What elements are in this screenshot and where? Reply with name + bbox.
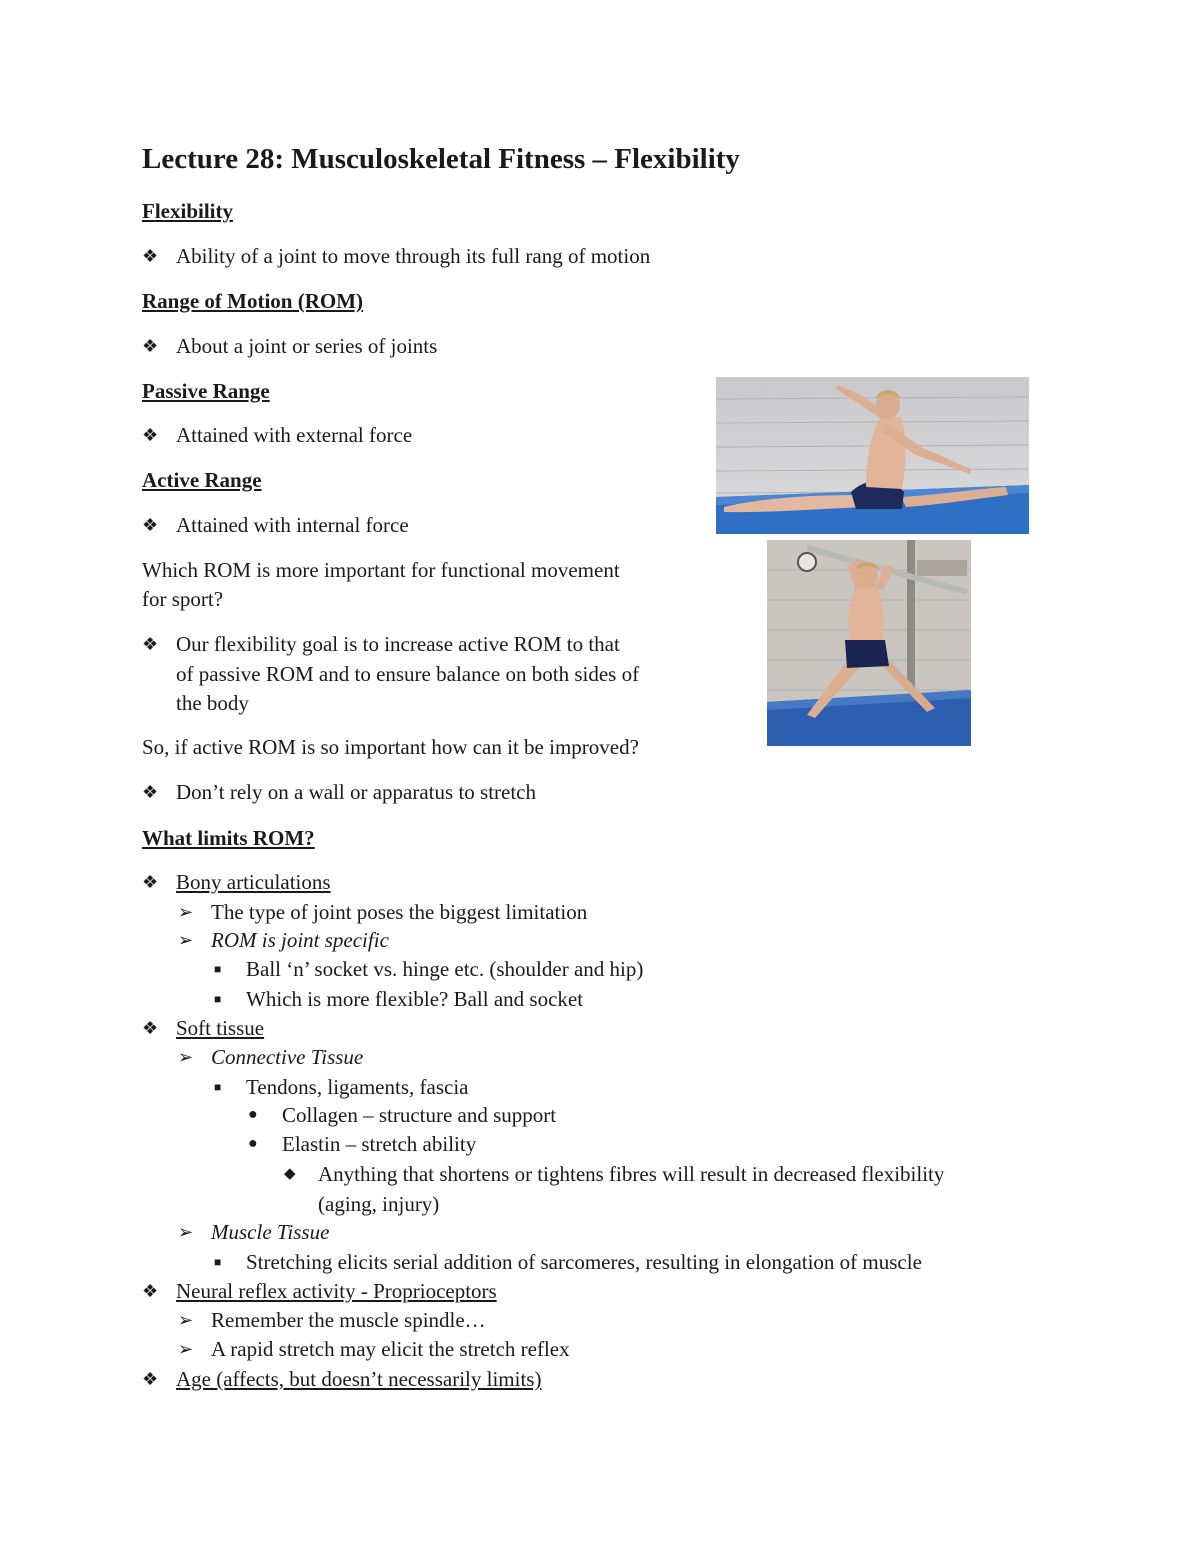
rom-definition: About a joint or series of joints [176,334,438,358]
arrowhead-icon: ➢ [178,1047,194,1067]
list-item: Ball ‘n’ socket vs. hinge etc. (shoulder and hip) [246,957,644,981]
list-item: Muscle Tissue [211,1220,330,1244]
square-icon: ■ [214,1080,222,1094]
diamond-cluster-icon: ❖ [142,782,159,802]
heading-passive-range: Passive Range [142,379,270,403]
list-item: Stretching elicits serial addition of sarcomeres, resulting in elongation of muscle [246,1250,922,1274]
list-item: Remember the muscle spindle… [211,1308,486,1332]
goal-line: of passive ROM and to ensure balance on both sides of [176,662,640,686]
diamond-cluster-icon: ❖ [142,872,159,892]
flexibility-definition: Ability of a joint to move through its full rang of motion [176,244,651,268]
list-item: Elastin – stretch ability [282,1132,477,1156]
list-item: Connective Tissue [211,1045,364,1069]
active-range-definition: Attained with internal force [176,513,409,537]
diamond-cluster-icon: ❖ [142,425,159,445]
square-icon: ■ [214,992,222,1006]
heading-active-range: Active Range [142,468,262,492]
list-item: A rapid stretch may elicit the stretch reflex [211,1337,570,1361]
diamond-cluster-icon: ❖ [142,515,159,535]
question-line: So, if active ROM is so important how can it be improved? [142,735,639,759]
soft-tissue: Soft tissue [176,1016,265,1040]
dot-icon: ● [248,1106,258,1123]
heading-rom: Range of Motion (ROM) [142,289,364,313]
age-item: Age (affects, but doesn’t necessarily limits) [176,1367,542,1391]
list-item: Anything that shortens or tightens fibres will result in decreased flexibility [318,1162,945,1186]
question-line: Which ROM is more important for functional movement [142,558,620,582]
arrowhead-icon: ➢ [178,1339,194,1359]
goal-line: Our flexibility goal is to increase active ROM to that [176,632,620,656]
arrowhead-icon: ➢ [178,1310,194,1330]
arrowhead-icon: ➢ [178,902,194,922]
diamond-cluster-icon: ❖ [142,634,159,654]
list-item: Which is more flexible? Ball and socket [246,987,584,1011]
list-item: Tendons, ligaments, fascia [246,1075,469,1099]
neural-reflex: Neural reflex activity - Proprioceptors [176,1279,497,1303]
square-icon: ■ [214,962,222,976]
list-item: Collagen – structure and support [282,1103,557,1127]
heading-what-limits: What limits ROM? [142,826,315,850]
diamond-cluster-icon: ❖ [142,336,159,356]
page-title: Lecture 28: Musculoskeletal Fitness – Flexibility [142,143,740,175]
list-item: (aging, injury) [318,1192,440,1216]
arrowhead-icon: ➢ [178,1222,194,1242]
bar-stretch-photo [767,540,971,746]
diamond-icon: ◆ [284,1166,296,1182]
diamond-cluster-icon: ❖ [142,1369,159,1389]
square-icon: ■ [214,1255,222,1269]
dot-icon: ● [248,1135,258,1152]
splits-photo [716,377,1029,534]
bony-articulations: Bony articulations [176,870,331,894]
goal-line: the body [176,691,249,715]
diamond-cluster-icon: ❖ [142,246,159,266]
tip-text: Don’t rely on a wall or apparatus to stretch [176,780,537,804]
diamond-cluster-icon: ❖ [142,1281,159,1301]
heading-flexibility: Flexibility [142,199,233,223]
arrowhead-icon: ➢ [178,930,194,950]
passive-range-definition: Attained with external force [176,423,413,447]
list-item: ROM is joint specific [211,928,389,952]
diamond-cluster-icon: ❖ [142,1018,159,1038]
question-line: for sport? [142,587,224,611]
list-item: The type of joint poses the biggest limitation [211,900,588,924]
